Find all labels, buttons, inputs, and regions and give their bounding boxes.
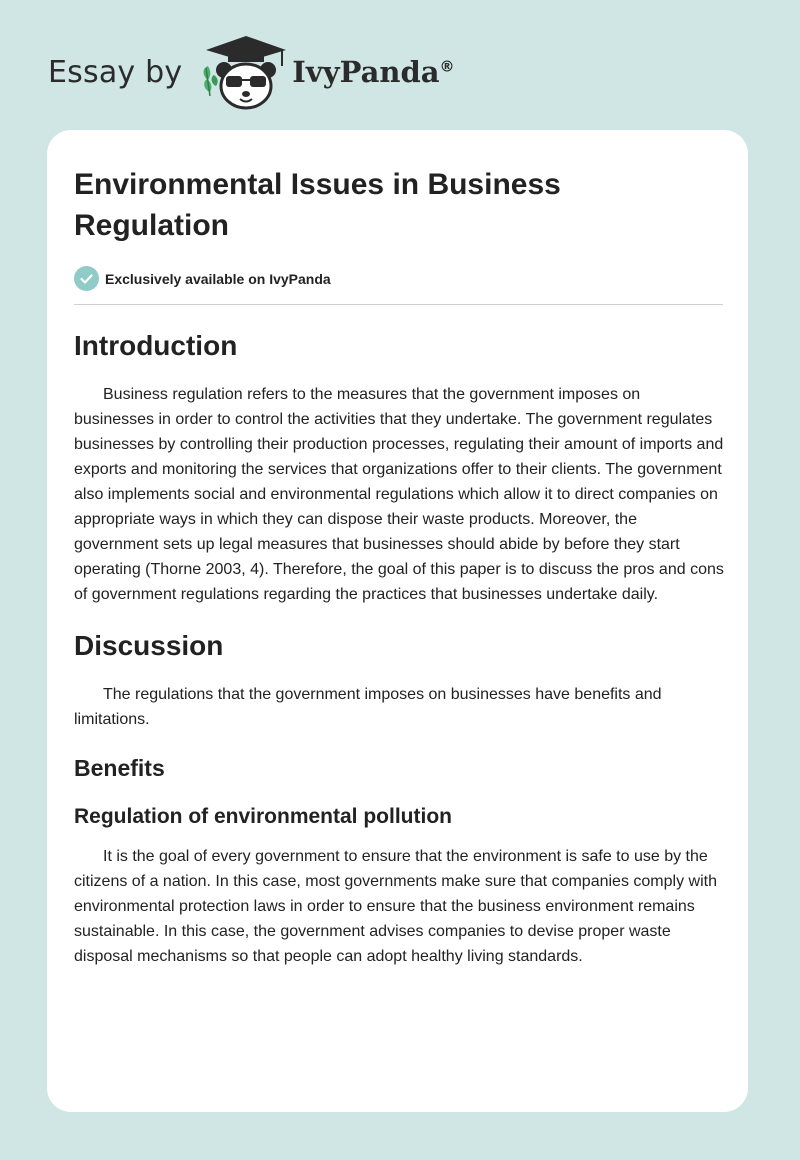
registered-mark: ® [439,57,455,76]
pollution-heading: Regulation of environmental pollution [74,805,452,828]
brand-name[interactable]: IvyPanda® [292,55,455,89]
exclusive-badge [74,266,724,291]
panda-graduate-logo-icon[interactable] [198,32,288,112]
introduction-paragraph: Business regulation refers to the measures that the government imposes on businesses in order to control the activities that they undertake. The government regulates businesses by controlling their production processes, regulating their amount of imports and exports and monitoring the services that organizations offer to their clients. The government also implements social and environmental regulations which allow it to direct companies on appropriate ways in which they can dispose their waste products. Moreover, the government sets up legal measures that businesses should abide by before they start operating (Thorne 2003, 4). Therefore, the goal of this paper is to discuss the pros and cons of government regulations regarding the practices that businesses undertake daily. [74,386,724,603]
exclusive-label: Exclusively available on IvyPanda [105,270,331,287]
article-card [47,130,748,1112]
check-icon [74,266,99,291]
discussion-heading: Discussion [74,630,224,661]
article-title: Environmental Issues in Business Regulation [74,168,561,242]
pollution-paragraph: It is the goal of every government to ensure that the environment is safe to use by the citizens of a nation. In this case, most governments make sure that companies comply with environmental protection laws in order to ensure that the business environment remains sustainable. In this case, the government advises companies to devise proper waste disposal mechanisms so that people can adopt healthy living standards. [74,848,717,965]
site-header [48,32,508,112]
article-content [74,164,724,969]
essay-by-label: Essay by [48,54,183,90]
introduction-heading: Introduction [74,330,238,361]
discussion-paragraph: The regulations that the government imposes on businesses have benefits and limitations. [74,686,662,728]
benefits-heading: Benefits [74,755,165,781]
title-divider [74,304,723,305]
